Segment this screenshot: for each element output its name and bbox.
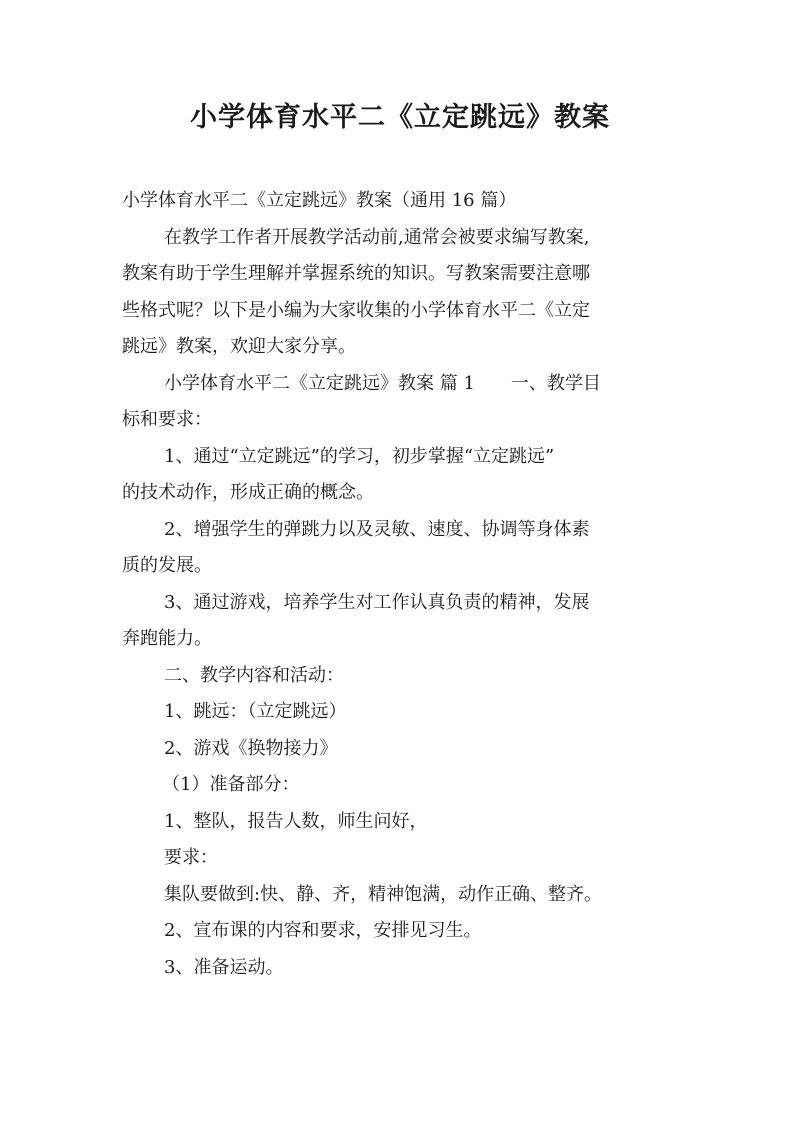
objective-heading-end: 标和要求：	[122, 409, 212, 430]
content-line: 2、游戏《换物接力》	[164, 737, 338, 759]
document-body	[122, 183, 682, 986]
objective-line: 奔跑能力。	[122, 628, 212, 649]
intro-line: 跳远》教案，欢迎大家分享。	[122, 336, 356, 357]
objective-line: 的技术动作，形成正确的概念。	[122, 482, 374, 503]
preparation-line: 2、宣布课的内容和要求，安排见习生。	[164, 920, 482, 941]
subtitle-line: 小学体育水平二《立定跳远》教案（通用 16 篇）	[122, 190, 517, 211]
requirement-line: 集队要做到:快、静、齐，精神饱满，动作正确、整齐。	[164, 883, 603, 905]
preparation-line: 1、整队，报告人数，师生问好，	[164, 810, 428, 832]
requirement-label: 要求：	[164, 847, 218, 868]
section-heading-line	[122, 366, 682, 403]
section-heading: 小学体育水平二《立定跳远》教案 篇 1	[164, 372, 475, 394]
intro-line: 些格式呢？以下是小编为大家收集的小学体育水平二《立定	[122, 299, 590, 321]
objective-line: 1、通过“立定跳远”的学习，初步掌握“立定跳远”	[164, 445, 555, 467]
document-title: 小学体育水平二《立定跳远》教案	[190, 102, 610, 133]
intro-line: 教案有助于学生理解并掌握系统的知识。写教案需要注意哪	[122, 263, 590, 284]
objective-heading-start: 一、教学目	[510, 372, 601, 394]
objective-line: 2、增强学生的弹跳力以及灵敏、速度、协调等身体素	[164, 518, 590, 540]
objective-line: 3、通过游戏，培养学生对工作认真负责的精神，发展	[164, 591, 590, 613]
content-heading: 二、教学内容和活动：	[164, 664, 344, 686]
preparation-line: 3、准备运动。	[164, 956, 284, 978]
preparation-heading: （1）准备部分：	[162, 774, 300, 795]
content-line: 1、跳远：（立定跳远）	[164, 701, 347, 722]
intro-line: 在教学工作者开展教学活动前,通常会被要求编写教案,	[164, 226, 590, 248]
objective-line: 质的发展。	[122, 555, 212, 576]
